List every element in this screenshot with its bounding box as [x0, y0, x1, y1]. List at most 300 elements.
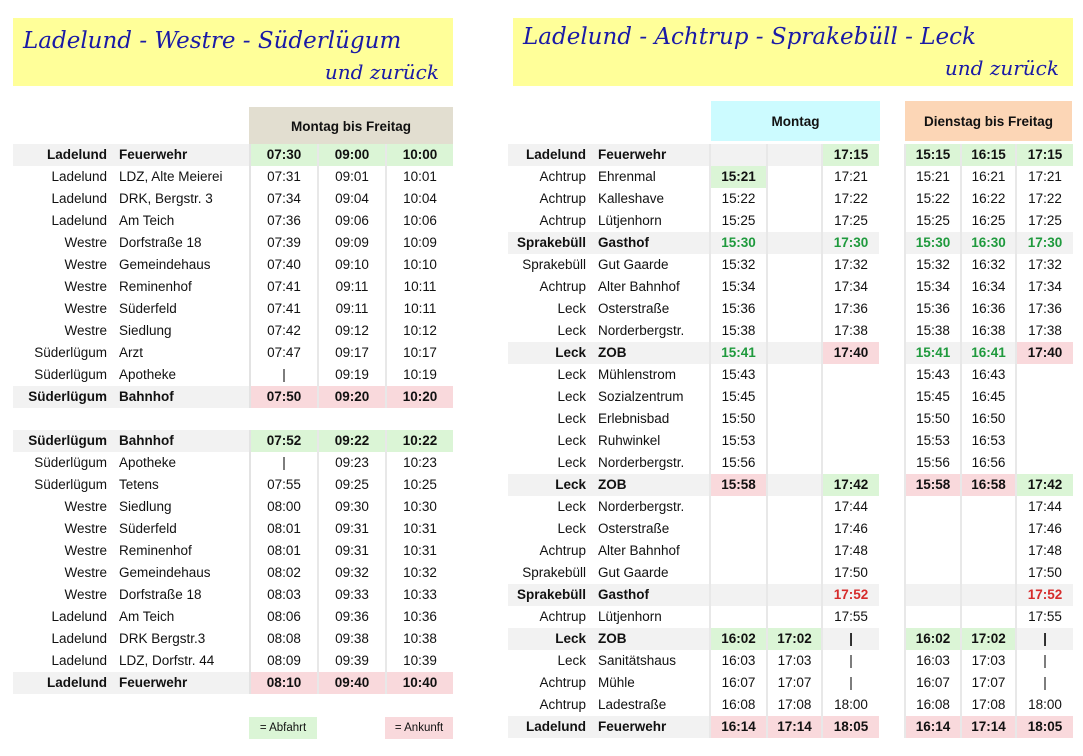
table-row — [13, 518, 453, 540]
stop-cell: Kalleshave — [598, 191, 665, 206]
time-cell: 15:58 — [710, 474, 767, 496]
time-cell — [767, 254, 822, 276]
spacer-row — [13, 408, 453, 430]
time-cell: 10:00 — [386, 144, 453, 166]
stop-cell: Ladestraße — [598, 697, 667, 712]
time-cell: 10:23 — [386, 452, 453, 474]
time-cell: | — [822, 672, 879, 694]
time-cell: 09:11 — [318, 276, 386, 298]
table-row — [508, 210, 1073, 232]
time-cell: 16:34 — [961, 276, 1016, 298]
stop-cell: Feuerwehr — [598, 144, 710, 166]
time-cell — [905, 606, 961, 628]
time-cell: 15:25 — [710, 210, 767, 232]
time-cell — [767, 386, 822, 408]
stop-cell: Gemeindehaus — [119, 565, 211, 580]
table-row — [13, 628, 453, 650]
table-row — [13, 342, 453, 364]
time-cell: 10:30 — [386, 496, 453, 518]
place-cell: Ladelund — [508, 716, 598, 738]
place-cell: Westre — [64, 543, 107, 558]
time-cell: 16:07 — [905, 672, 961, 694]
time-cell: 15:41 — [710, 342, 767, 364]
stop-cell: Dorfstraße 18 — [119, 235, 202, 250]
time-cell — [767, 320, 822, 342]
time-cell: 08:00 — [250, 496, 318, 518]
time-cell: 17:02 — [767, 628, 822, 650]
table-row — [508, 254, 1073, 276]
legend-departure: = Abfahrt — [249, 717, 317, 739]
time-cell: 17:46 — [1016, 518, 1073, 540]
time-cell: 17:22 — [822, 188, 879, 210]
time-cell — [767, 562, 822, 584]
time-cell: 17:07 — [961, 672, 1016, 694]
time-cell: 16:03 — [710, 650, 767, 672]
right-title: Ladelund - Achtrup - Sprakebüll - Leck — [523, 24, 976, 50]
gap-cell — [879, 364, 905, 386]
time-cell: 09:22 — [318, 430, 386, 452]
right-timetable — [508, 144, 1073, 738]
time-cell: 16:07 — [710, 672, 767, 694]
time-cell: 17:14 — [961, 716, 1016, 738]
gap-cell — [879, 166, 905, 188]
time-cell: 17:07 — [767, 672, 822, 694]
stop-cell: Süderfeld — [119, 521, 177, 536]
table-row — [508, 320, 1073, 342]
gap-cell — [879, 342, 905, 364]
time-cell: 09:36 — [318, 606, 386, 628]
place-cell: Westre — [64, 301, 107, 316]
table-row — [13, 386, 453, 408]
table-row — [508, 584, 1073, 606]
time-cell — [1016, 386, 1073, 408]
stop-cell: Norderbergstr. — [598, 455, 685, 470]
stop-cell: Gasthof — [598, 584, 710, 606]
time-cell: 10:10 — [386, 254, 453, 276]
stop-cell: Lütjenhorn — [598, 609, 662, 624]
stop-cell: ZOB — [598, 474, 710, 496]
time-cell: 15:36 — [710, 298, 767, 320]
time-cell — [767, 474, 822, 496]
stop-cell: Siedlung — [119, 323, 172, 338]
place-cell: Süderlügum — [34, 345, 107, 360]
time-cell: 10:40 — [386, 672, 453, 694]
table-row — [508, 628, 1073, 650]
time-cell — [1016, 364, 1073, 386]
place-cell: Leck — [508, 628, 598, 650]
time-cell: 17:32 — [822, 254, 879, 276]
place-cell: Ladelund — [508, 144, 598, 166]
stop-cell: Am Teich — [119, 213, 175, 228]
table-row — [508, 276, 1073, 298]
spacer-cell — [13, 408, 453, 430]
right-header-monday: Montag — [711, 101, 880, 141]
table-row — [508, 166, 1073, 188]
place-cell: Ladelund — [13, 144, 119, 166]
time-cell: 15:32 — [905, 254, 961, 276]
place-cell: Achtrup — [539, 169, 586, 184]
time-cell — [961, 562, 1016, 584]
time-cell: 17:55 — [1016, 606, 1073, 628]
place-cell: Ladelund — [51, 609, 107, 624]
gap-cell — [879, 540, 905, 562]
time-cell: 10:25 — [386, 474, 453, 496]
stop-cell: LDZ, Alte Meierei — [119, 169, 223, 184]
time-cell — [961, 584, 1016, 606]
time-cell: 16:02 — [710, 628, 767, 650]
time-cell — [1016, 430, 1073, 452]
left-title-box — [13, 18, 453, 86]
place-cell: Westre — [64, 499, 107, 514]
time-cell: 17:40 — [1016, 342, 1073, 364]
time-cell: 15:58 — [905, 474, 961, 496]
time-cell: 10:22 — [386, 430, 453, 452]
place-cell: Süderlügum — [13, 386, 119, 408]
time-cell: 15:34 — [710, 276, 767, 298]
time-cell: 15:25 — [905, 210, 961, 232]
time-cell: 16:22 — [961, 188, 1016, 210]
table-row — [13, 496, 453, 518]
gap-cell — [879, 716, 905, 738]
place-cell: Leck — [508, 474, 598, 496]
time-cell — [961, 496, 1016, 518]
time-cell — [710, 144, 767, 166]
table-row — [13, 562, 453, 584]
time-cell: 10:19 — [386, 364, 453, 386]
time-cell — [710, 584, 767, 606]
time-cell: 10:38 — [386, 628, 453, 650]
time-cell: 17:46 — [822, 518, 879, 540]
time-cell: 10:09 — [386, 232, 453, 254]
time-cell: 15:41 — [905, 342, 961, 364]
place-cell: Süderlügum — [13, 430, 119, 452]
time-cell: 10:11 — [386, 298, 453, 320]
gap-cell — [879, 430, 905, 452]
time-cell — [767, 276, 822, 298]
time-cell: 17:15 — [822, 144, 879, 166]
stop-cell: Sozialzentrum — [598, 389, 684, 404]
stop-cell: Dorfstraße 18 — [119, 587, 202, 602]
time-cell: 10:01 — [386, 166, 453, 188]
time-cell: 17:32 — [1016, 254, 1073, 276]
time-cell: 15:21 — [710, 166, 767, 188]
time-cell: 07:41 — [250, 298, 318, 320]
place-cell: Leck — [557, 653, 586, 668]
time-cell: 15:38 — [710, 320, 767, 342]
time-cell: 10:36 — [386, 606, 453, 628]
time-cell: 16:30 — [961, 232, 1016, 254]
place-cell: Achtrup — [539, 697, 586, 712]
stop-cell: Feuerwehr — [119, 144, 250, 166]
time-cell: 16:14 — [710, 716, 767, 738]
place-cell: Achtrup — [539, 543, 586, 558]
time-cell: | — [250, 452, 318, 474]
time-cell: 16:14 — [905, 716, 961, 738]
gap-cell — [879, 408, 905, 430]
time-cell — [767, 518, 822, 540]
time-cell — [767, 584, 822, 606]
time-cell: 17:03 — [767, 650, 822, 672]
stop-cell: Feuerwehr — [598, 716, 710, 738]
place-cell: Westre — [64, 257, 107, 272]
time-cell: 10:39 — [386, 650, 453, 672]
table-row — [508, 408, 1073, 430]
table-row — [13, 452, 453, 474]
time-cell: 07:39 — [250, 232, 318, 254]
time-cell — [1016, 408, 1073, 430]
stop-cell: Apotheke — [119, 455, 177, 470]
time-cell — [905, 496, 961, 518]
stop-cell: Apotheke — [119, 367, 177, 382]
gap-cell — [879, 628, 905, 650]
stop-cell: Osterstraße — [598, 301, 670, 316]
time-cell: 18:05 — [822, 716, 879, 738]
time-cell — [767, 298, 822, 320]
time-cell: 15:56 — [710, 452, 767, 474]
time-cell: 17:50 — [822, 562, 879, 584]
gap-cell — [879, 518, 905, 540]
time-cell: 10:11 — [386, 276, 453, 298]
place-cell: Leck — [557, 389, 586, 404]
place-cell: Leck — [557, 323, 586, 338]
time-cell: 07:55 — [250, 474, 318, 496]
time-cell: 16:58 — [961, 474, 1016, 496]
place-cell: Westre — [64, 587, 107, 602]
table-row — [13, 474, 453, 496]
time-cell — [767, 496, 822, 518]
table-row — [13, 210, 453, 232]
time-cell: 09:23 — [318, 452, 386, 474]
time-cell: | — [1016, 672, 1073, 694]
time-cell: 10:32 — [386, 562, 453, 584]
place-cell: Ladelund — [51, 191, 107, 206]
table-row — [508, 540, 1073, 562]
place-cell: Leck — [508, 342, 598, 364]
place-cell: Süderlügum — [34, 455, 107, 470]
time-cell: 16:43 — [961, 364, 1016, 386]
stop-cell: Feuerwehr — [119, 672, 250, 694]
time-cell: 08:09 — [250, 650, 318, 672]
time-cell: 17:50 — [1016, 562, 1073, 584]
stop-cell: ZOB — [598, 342, 710, 364]
time-cell: 15:34 — [905, 276, 961, 298]
time-cell: 08:08 — [250, 628, 318, 650]
time-cell: | — [822, 650, 879, 672]
stop-cell: Lütjenhorn — [598, 213, 662, 228]
time-cell — [767, 144, 822, 166]
time-cell: 15:22 — [710, 188, 767, 210]
time-cell: 10:33 — [386, 584, 453, 606]
time-cell — [822, 430, 879, 452]
table-row — [13, 166, 453, 188]
place-cell: Ladelund — [13, 672, 119, 694]
time-cell: 09:09 — [318, 232, 386, 254]
time-cell: 08:01 — [250, 518, 318, 540]
time-cell: 15:21 — [905, 166, 961, 188]
table-row — [508, 386, 1073, 408]
place-cell: Ladelund — [51, 631, 107, 646]
gap-cell — [879, 474, 905, 496]
gap-cell — [879, 232, 905, 254]
time-cell: 16:25 — [961, 210, 1016, 232]
place-cell: Sprakebüll — [522, 565, 586, 580]
time-cell: 17:34 — [1016, 276, 1073, 298]
place-cell: Süderlügum — [34, 477, 107, 492]
time-cell: 17:08 — [961, 694, 1016, 716]
gap-cell — [879, 254, 905, 276]
time-cell: 16:32 — [961, 254, 1016, 276]
time-cell: 17:52 — [822, 584, 879, 606]
time-cell — [822, 452, 879, 474]
time-cell: 17:14 — [767, 716, 822, 738]
place-cell: Leck — [557, 455, 586, 470]
gap-cell — [879, 584, 905, 606]
time-cell: 17:03 — [961, 650, 1016, 672]
table-row — [508, 716, 1073, 738]
time-cell: 15:22 — [905, 188, 961, 210]
time-cell — [710, 562, 767, 584]
time-cell: 07:41 — [250, 276, 318, 298]
time-cell: 17:25 — [822, 210, 879, 232]
place-cell: Achtrup — [539, 675, 586, 690]
time-cell: 16:08 — [710, 694, 767, 716]
time-cell: 15:30 — [710, 232, 767, 254]
place-cell: Leck — [557, 521, 586, 536]
time-cell: 16:15 — [961, 144, 1016, 166]
time-cell — [905, 584, 961, 606]
time-cell: 17:42 — [822, 474, 879, 496]
place-cell: Achtrup — [539, 191, 586, 206]
stop-cell: Ruhwinkel — [598, 433, 661, 448]
time-cell — [767, 408, 822, 430]
time-cell: 07:36 — [250, 210, 318, 232]
time-cell: 07:50 — [250, 386, 318, 408]
time-cell: 17:55 — [822, 606, 879, 628]
left-header-weekdays: Montag bis Freitag — [249, 107, 453, 145]
place-cell: Westre — [64, 565, 107, 580]
time-cell: 08:10 — [250, 672, 318, 694]
stop-cell: Siedlung — [119, 499, 172, 514]
time-cell: | — [1016, 650, 1073, 672]
time-cell: 07:31 — [250, 166, 318, 188]
stop-cell: Reminenhof — [119, 279, 192, 294]
table-row — [13, 232, 453, 254]
time-cell — [710, 496, 767, 518]
time-cell: 15:38 — [905, 320, 961, 342]
stop-cell: Ehrenmal — [598, 169, 656, 184]
time-cell: 16:45 — [961, 386, 1016, 408]
table-row — [13, 672, 453, 694]
place-cell: Westre — [64, 521, 107, 536]
time-cell: 09:31 — [318, 540, 386, 562]
table-row — [508, 144, 1073, 166]
time-cell: 15:43 — [710, 364, 767, 386]
place-cell: Ladelund — [51, 653, 107, 668]
time-cell: 09:33 — [318, 584, 386, 606]
time-cell: 15:56 — [905, 452, 961, 474]
stop-cell: Erlebnisbad — [598, 411, 670, 426]
stop-cell: ZOB — [598, 628, 710, 650]
time-cell: 10:06 — [386, 210, 453, 232]
place-cell: Leck — [557, 411, 586, 426]
place-cell: Leck — [557, 499, 586, 514]
time-cell: 10:31 — [386, 518, 453, 540]
time-cell: 17:25 — [1016, 210, 1073, 232]
time-cell: | — [822, 628, 879, 650]
table-row — [508, 496, 1073, 518]
time-cell: 17:02 — [961, 628, 1016, 650]
stop-cell: Norderbergstr. — [598, 323, 685, 338]
time-cell: 17:21 — [1016, 166, 1073, 188]
time-cell: 15:36 — [905, 298, 961, 320]
time-cell: 16:03 — [905, 650, 961, 672]
table-row — [13, 430, 453, 452]
time-cell: 07:47 — [250, 342, 318, 364]
table-row — [13, 606, 453, 628]
time-cell: 09:12 — [318, 320, 386, 342]
time-cell — [822, 386, 879, 408]
gap-cell — [879, 606, 905, 628]
gap-cell — [879, 188, 905, 210]
time-cell — [961, 606, 1016, 628]
time-cell: 15:15 — [905, 144, 961, 166]
time-cell — [822, 408, 879, 430]
time-cell — [710, 606, 767, 628]
time-cell: 18:00 — [1016, 694, 1073, 716]
time-cell — [961, 518, 1016, 540]
stop-cell: Bahnhof — [119, 430, 250, 452]
gap-cell — [879, 298, 905, 320]
table-row — [508, 452, 1073, 474]
time-cell: 15:32 — [710, 254, 767, 276]
stop-cell: Tetens — [119, 477, 159, 492]
time-cell: 17:44 — [822, 496, 879, 518]
table-row — [508, 430, 1073, 452]
time-cell: 18:05 — [1016, 716, 1073, 738]
time-cell — [767, 210, 822, 232]
time-cell: 16:41 — [961, 342, 1016, 364]
time-cell: 17:15 — [1016, 144, 1073, 166]
time-cell: 09:17 — [318, 342, 386, 364]
place-cell: Westre — [64, 279, 107, 294]
time-cell — [905, 562, 961, 584]
time-cell — [905, 518, 961, 540]
place-cell: Ladelund — [51, 169, 107, 184]
time-cell — [767, 232, 822, 254]
time-cell — [710, 540, 767, 562]
time-cell: 16:02 — [905, 628, 961, 650]
place-cell: Achtrup — [539, 279, 586, 294]
time-cell: 15:45 — [710, 386, 767, 408]
place-cell: Achtrup — [539, 609, 586, 624]
table-row — [13, 364, 453, 386]
time-cell: 17:30 — [1016, 232, 1073, 254]
time-cell: 07:42 — [250, 320, 318, 342]
time-cell — [961, 540, 1016, 562]
time-cell: 09:40 — [318, 672, 386, 694]
time-cell: 08:01 — [250, 540, 318, 562]
time-cell: 10:12 — [386, 320, 453, 342]
table-row — [13, 320, 453, 342]
stop-cell: Alter Bahnhof — [598, 279, 680, 294]
table-row — [508, 672, 1073, 694]
gap-cell — [879, 276, 905, 298]
table-row — [13, 254, 453, 276]
time-cell: 17:36 — [822, 298, 879, 320]
time-cell: 18:00 — [822, 694, 879, 716]
gap-cell — [879, 562, 905, 584]
time-cell: 09:30 — [318, 496, 386, 518]
